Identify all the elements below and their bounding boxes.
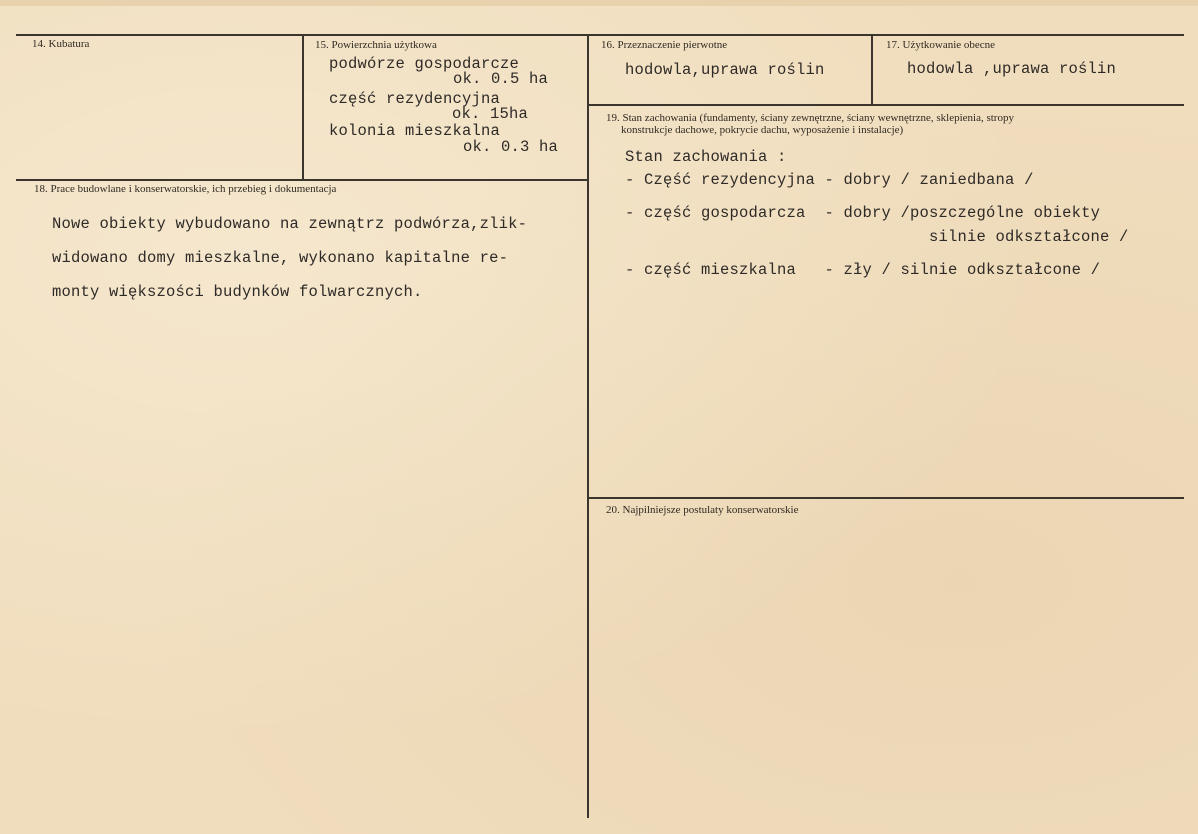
field-19-line-4: silnie odkształcone / <box>929 228 1129 246</box>
field-15-line-5: kolonia mieszkalna <box>329 122 501 140</box>
field-16-value: hodowla,uprawa roślin <box>625 61 825 79</box>
field-17-value: hodowla ,uprawa roślin <box>907 60 1117 78</box>
field-18-label: 18. Prace budowlane i konserwatorskie, ich przebieg i dokumentacja <box>34 183 337 195</box>
field-19-line-1: Stan zachowania : <box>625 148 787 166</box>
field19-bottom-line <box>588 497 1184 499</box>
field-18-line-1: Nowe obiekty wybudowano na zewnątrz podwórza,zlik- <box>52 215 528 233</box>
field-18-line-3: monty większości budynków folwarcznych. <box>52 283 423 301</box>
field-15-label: 15. Powierzchnia użytkowa <box>315 39 437 51</box>
paper-top-edge <box>0 0 1198 6</box>
field-19-line-3: - część gospodarcza - dobry /poszczególne obiekty <box>625 204 1101 222</box>
top-border-line <box>16 34 1184 36</box>
main-vertical-divider <box>587 36 589 818</box>
field-16-label: 16. Przeznaczenie pierwotne <box>601 39 728 51</box>
field-19-label-line-1: 19. Stan zachowania (fundamenty, ściany zewnętrzne, ściany wewnętrzne, sklepienia, stropy <box>606 112 1014 124</box>
field-15-line-6: ok. 0.3 ha <box>463 138 559 156</box>
field-19-line-2: - Część rezydencyjna - dobry / zaniedbana / <box>625 171 1034 189</box>
field-14-label: 14. Kubatura <box>32 38 90 50</box>
field-15-line-2: ok. 0.5 ha <box>453 70 549 88</box>
field-17-label: 17. Użytkowanie obecne <box>886 39 996 51</box>
divider-16-17 <box>871 36 873 105</box>
field-20-label: 20. Najpilniejsze postulaty konserwatorskie <box>606 504 799 516</box>
divider-14-15 <box>302 36 304 180</box>
field-15-line-4: ok. 15ha <box>452 105 529 123</box>
row16-bottom-line <box>588 104 1184 106</box>
field-18-line-2: widowano domy mieszkalne, wykonano kapitalne re- <box>52 249 509 267</box>
field-15-line-1: podwórze gospodarcze <box>329 55 520 73</box>
field-19-label-line-2: konstrukcje dachowe, pokrycie dachu, wyposażenie i instalacje) <box>621 124 904 136</box>
field-19-line-5: - część mieszkalna - zły / silnie odkształcone / <box>625 261 1101 279</box>
field-15-line-3: część rezydencyjna <box>329 90 501 108</box>
